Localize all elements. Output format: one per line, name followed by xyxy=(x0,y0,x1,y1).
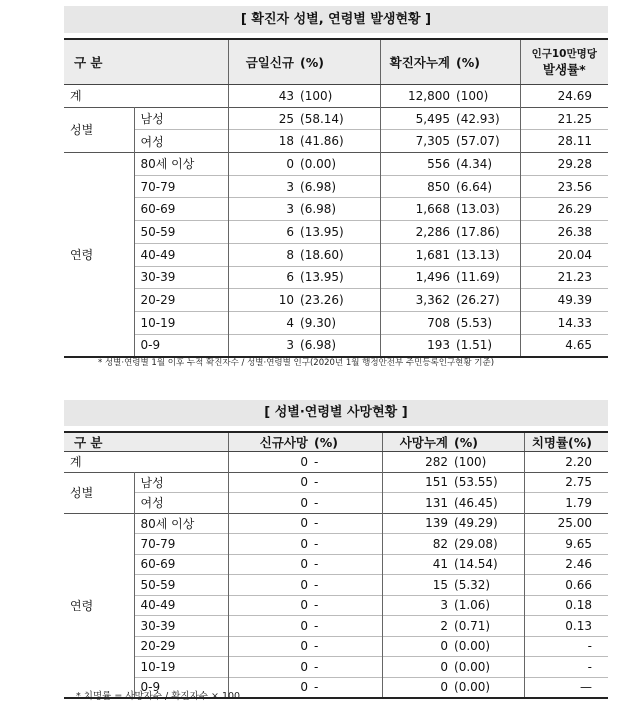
total-new-pct: (100) xyxy=(294,85,380,108)
header-new-pct: (%) xyxy=(294,39,380,85)
cell-new: 3 xyxy=(228,175,294,198)
header-fatality: 치명률(%) xyxy=(524,432,608,452)
cell-cum: 3 xyxy=(382,595,448,616)
cell-cum-pct: (5.32) xyxy=(448,575,524,596)
cell-new: 0 xyxy=(228,657,308,678)
cell-new-pct: - xyxy=(308,677,382,698)
total-cum-pct: (100) xyxy=(450,85,520,108)
row-label: 0-9 xyxy=(134,334,228,357)
row-label: 20-29 xyxy=(134,636,228,657)
cell-cum: 708 xyxy=(380,311,450,334)
cell-rate: 0.18 xyxy=(524,595,608,616)
group-label-sex: 성별 xyxy=(64,107,134,152)
cell-new-pct: - xyxy=(308,472,382,493)
cell-cum: 15 xyxy=(382,575,448,596)
cell-cum: 131 xyxy=(382,493,448,514)
table-row xyxy=(64,575,608,596)
cell-new: 6 xyxy=(228,266,294,289)
cell-new-pct: - xyxy=(308,616,382,637)
cell-cum-pct: (0.00) xyxy=(448,677,524,698)
cell-cum-pct: (1.51) xyxy=(450,334,520,357)
row-label: 70-79 xyxy=(134,534,228,555)
table-row xyxy=(64,513,608,534)
table-row xyxy=(64,221,608,244)
cell-new-pct: (13.95) xyxy=(294,266,380,289)
cell-new: 3 xyxy=(228,334,294,357)
cell-rate: 9.65 xyxy=(524,534,608,555)
cell-new: 0 xyxy=(228,554,308,575)
cell-rate: - xyxy=(524,636,608,657)
cell-rate: 1.79 xyxy=(524,493,608,514)
table-row xyxy=(64,472,608,493)
table-row xyxy=(64,334,608,357)
table-row xyxy=(64,175,608,198)
row-label: 50-59 xyxy=(134,575,228,596)
cell-new: 0 xyxy=(228,677,308,698)
table2-footnote: * 치명률 = 사망자수 / 확진자수 × 100 xyxy=(76,691,241,702)
cell-cum-pct: (11.69) xyxy=(450,266,520,289)
cell-new: 0 xyxy=(228,472,308,493)
total-rate: 24.69 xyxy=(557,88,593,103)
cell-cum-pct: (5.53) xyxy=(450,311,520,334)
cell-cum-pct: (53.55) xyxy=(448,472,524,493)
table-row xyxy=(64,616,608,637)
cell-cum: 1,496 xyxy=(380,266,450,289)
row-label: 60-69 xyxy=(134,198,228,221)
cell-new: 0 xyxy=(228,534,308,555)
table-row xyxy=(64,289,608,312)
header-rate-line2: 발생률* xyxy=(542,62,586,77)
cell-new: 8 xyxy=(228,243,294,266)
row-label: 30-39 xyxy=(134,616,228,637)
row-label: 80세 이상 xyxy=(134,513,228,534)
table-row xyxy=(64,493,608,514)
cell-new-pct: - xyxy=(308,534,382,555)
cell-rate: 26.38 xyxy=(520,221,608,244)
total-new: 0 xyxy=(300,454,309,469)
cell-rate: 28.11 xyxy=(520,130,608,153)
cell-new: 25 xyxy=(228,107,294,130)
cell-cum-pct: (17.86) xyxy=(450,221,520,244)
cell-cum-pct: (42.93) xyxy=(450,107,520,130)
cell-new-pct: (58.14) xyxy=(294,107,380,130)
table2-total-row xyxy=(64,452,608,473)
cell-cum: 850 xyxy=(380,175,450,198)
cell-cum: 2 xyxy=(382,616,448,637)
cell-rate: 2.46 xyxy=(524,554,608,575)
header-rate xyxy=(520,39,608,85)
cell-cum-pct: (4.34) xyxy=(450,153,520,176)
total-cum: 12,800 xyxy=(408,88,451,103)
cell-cum-pct: (14.54) xyxy=(448,554,524,575)
cell-cum-pct: (0.00) xyxy=(448,657,524,678)
cell-new-pct: (18.60) xyxy=(294,243,380,266)
header-cumulative: 확진자누계 xyxy=(380,39,450,85)
header-cum-pct: (%) xyxy=(448,432,524,452)
cell-rate: 21.25 xyxy=(520,107,608,130)
cell-cum: 0 xyxy=(382,636,448,657)
header-cumulative: 사망누계 xyxy=(382,432,448,452)
table-row xyxy=(64,107,608,130)
cell-new-pct: (6.98) xyxy=(294,198,380,221)
cell-new: 6 xyxy=(228,221,294,244)
cell-new-pct: - xyxy=(308,657,382,678)
group-label-age: 연령 xyxy=(64,513,134,698)
cell-new-pct: - xyxy=(308,513,382,534)
cell-new: 0 xyxy=(228,595,308,616)
cell-rate: 49.39 xyxy=(520,289,608,312)
table-row xyxy=(64,657,608,678)
total-cum: 282 xyxy=(425,454,449,469)
total-label: 계 xyxy=(64,85,228,108)
cell-cum: 0 xyxy=(382,657,448,678)
cell-cum: 5,495 xyxy=(380,107,450,130)
header-new-pct: (%) xyxy=(308,432,382,452)
table-row xyxy=(64,243,608,266)
cell-cum-pct: (13.03) xyxy=(450,198,520,221)
table-row xyxy=(64,130,608,153)
cell-new-pct: - xyxy=(308,554,382,575)
cell-new-pct: (0.00) xyxy=(294,153,380,176)
row-label: 남성 xyxy=(134,472,228,493)
total-label: 계 xyxy=(64,452,228,473)
header-new-deaths: 신규사망 xyxy=(228,432,308,452)
cell-cum-pct: (49.29) xyxy=(448,513,524,534)
total-new: 43 xyxy=(278,88,295,103)
row-label: 여성 xyxy=(134,493,228,514)
cell-cum-pct: (6.64) xyxy=(450,175,520,198)
row-label: 40-49 xyxy=(134,595,228,616)
cell-rate: 26.29 xyxy=(520,198,608,221)
cell-rate: 21.23 xyxy=(520,266,608,289)
cell-new: 10 xyxy=(228,289,294,312)
cell-new-pct: - xyxy=(308,595,382,616)
confirmed-cases-table xyxy=(64,38,608,358)
cell-new-pct: - xyxy=(308,636,382,657)
cell-cum: 556 xyxy=(380,153,450,176)
cell-cum-pct: (46.45) xyxy=(448,493,524,514)
total-cum-pct: (100) xyxy=(448,452,524,473)
header-division: 구 분 xyxy=(64,39,228,85)
row-label: 30-39 xyxy=(134,266,228,289)
table1-total-row xyxy=(64,85,608,108)
cell-cum-pct: (57.07) xyxy=(450,130,520,153)
row-label: 70-79 xyxy=(134,175,228,198)
cell-rate: 25.00 xyxy=(524,513,608,534)
row-label: 0-9 xyxy=(134,677,228,698)
total-new-pct: - xyxy=(308,452,382,473)
deaths-table xyxy=(64,431,608,699)
table-row xyxy=(64,595,608,616)
row-label: 10-19 xyxy=(134,657,228,678)
cell-cum: 7,305 xyxy=(380,130,450,153)
table-row xyxy=(64,311,608,334)
header-cum-pct: (%) xyxy=(450,39,520,85)
cell-rate: 14.33 xyxy=(520,311,608,334)
cell-cum-pct: (0.00) xyxy=(448,636,524,657)
cell-cum: 193 xyxy=(380,334,450,357)
cell-cum-pct: (0.71) xyxy=(448,616,524,637)
row-label: 40-49 xyxy=(134,243,228,266)
cell-rate: 23.56 xyxy=(520,175,608,198)
cell-cum-pct: (13.13) xyxy=(450,243,520,266)
table-row xyxy=(64,554,608,575)
cell-cum: 2,286 xyxy=(380,221,450,244)
cell-cum: 0 xyxy=(382,677,448,698)
cell-new-pct: (13.95) xyxy=(294,221,380,244)
table-row xyxy=(64,534,608,555)
cell-new-pct: (41.86) xyxy=(294,130,380,153)
cell-new: 0 xyxy=(228,493,308,514)
group-label-sex: 성별 xyxy=(64,472,134,513)
total-rate: 2.20 xyxy=(565,454,593,469)
cell-cum-pct: (1.06) xyxy=(448,595,524,616)
cell-new-pct: (6.98) xyxy=(294,334,380,357)
cell-rate: 2.75 xyxy=(524,472,608,493)
cell-rate: 20.04 xyxy=(520,243,608,266)
cell-new-pct: (6.98) xyxy=(294,175,380,198)
group-label-age: 연령 xyxy=(64,153,134,358)
row-label: 80세 이상 xyxy=(134,153,228,176)
table2-age-rows xyxy=(64,513,608,698)
row-label: 10-19 xyxy=(134,311,228,334)
row-label: 남성 xyxy=(134,107,228,130)
cell-rate: 29.28 xyxy=(520,153,608,176)
cell-new-pct: - xyxy=(308,575,382,596)
cell-new-pct: (9.30) xyxy=(294,311,380,334)
cell-cum-pct: (29.08) xyxy=(448,534,524,555)
table2-header-row xyxy=(64,432,608,452)
table1-title: [ 확진자 성별, 연령별 발생현황 ] xyxy=(64,6,608,33)
cell-new: 18 xyxy=(228,130,294,153)
cell-new: 3 xyxy=(228,198,294,221)
row-label: 20-29 xyxy=(134,289,228,312)
row-label: 50-59 xyxy=(134,221,228,244)
cell-rate: 0.13 xyxy=(524,616,608,637)
cell-new-pct: - xyxy=(308,493,382,514)
cell-rate: 4.65 xyxy=(520,334,608,357)
cell-new: 0 xyxy=(228,616,308,637)
cell-new: 0 xyxy=(228,513,308,534)
cell-new: 0 xyxy=(228,153,294,176)
header-division: 구 분 xyxy=(64,432,228,452)
cell-new: 0 xyxy=(228,575,308,596)
table1-footnote: * 성별·연령별 1월 이후 누적 확진자수 / 성별·연령별 인구(2020년 1월 행정안전부 주민등록인구현황 기준) xyxy=(98,358,495,368)
cell-cum: 1,681 xyxy=(380,243,450,266)
header-rate-line1: 인구10만명당 xyxy=(531,48,597,60)
cell-rate: 0.66 xyxy=(524,575,608,596)
row-label: 여성 xyxy=(134,130,228,153)
table2-title: [ 성별·연령별 사망현황 ] xyxy=(64,400,608,426)
cell-cum-pct: (26.27) xyxy=(450,289,520,312)
cell-rate: - xyxy=(524,657,608,678)
cell-cum: 82 xyxy=(382,534,448,555)
cell-rate: — xyxy=(524,677,608,698)
cell-cum: 139 xyxy=(382,513,448,534)
table-row xyxy=(64,266,608,289)
cell-cum: 151 xyxy=(382,472,448,493)
cell-cum: 1,668 xyxy=(380,198,450,221)
header-new-cases: 금일신규 xyxy=(228,39,294,85)
table-row xyxy=(64,153,608,176)
cell-new: 4 xyxy=(228,311,294,334)
table-row xyxy=(64,636,608,657)
cell-cum: 3,362 xyxy=(380,289,450,312)
cell-cum: 41 xyxy=(382,554,448,575)
table1-age-rows xyxy=(64,153,608,358)
row-label: 60-69 xyxy=(134,554,228,575)
table-row xyxy=(64,198,608,221)
cell-new-pct: (23.26) xyxy=(294,289,380,312)
table1-header-row xyxy=(64,39,608,85)
cell-new: 0 xyxy=(228,636,308,657)
